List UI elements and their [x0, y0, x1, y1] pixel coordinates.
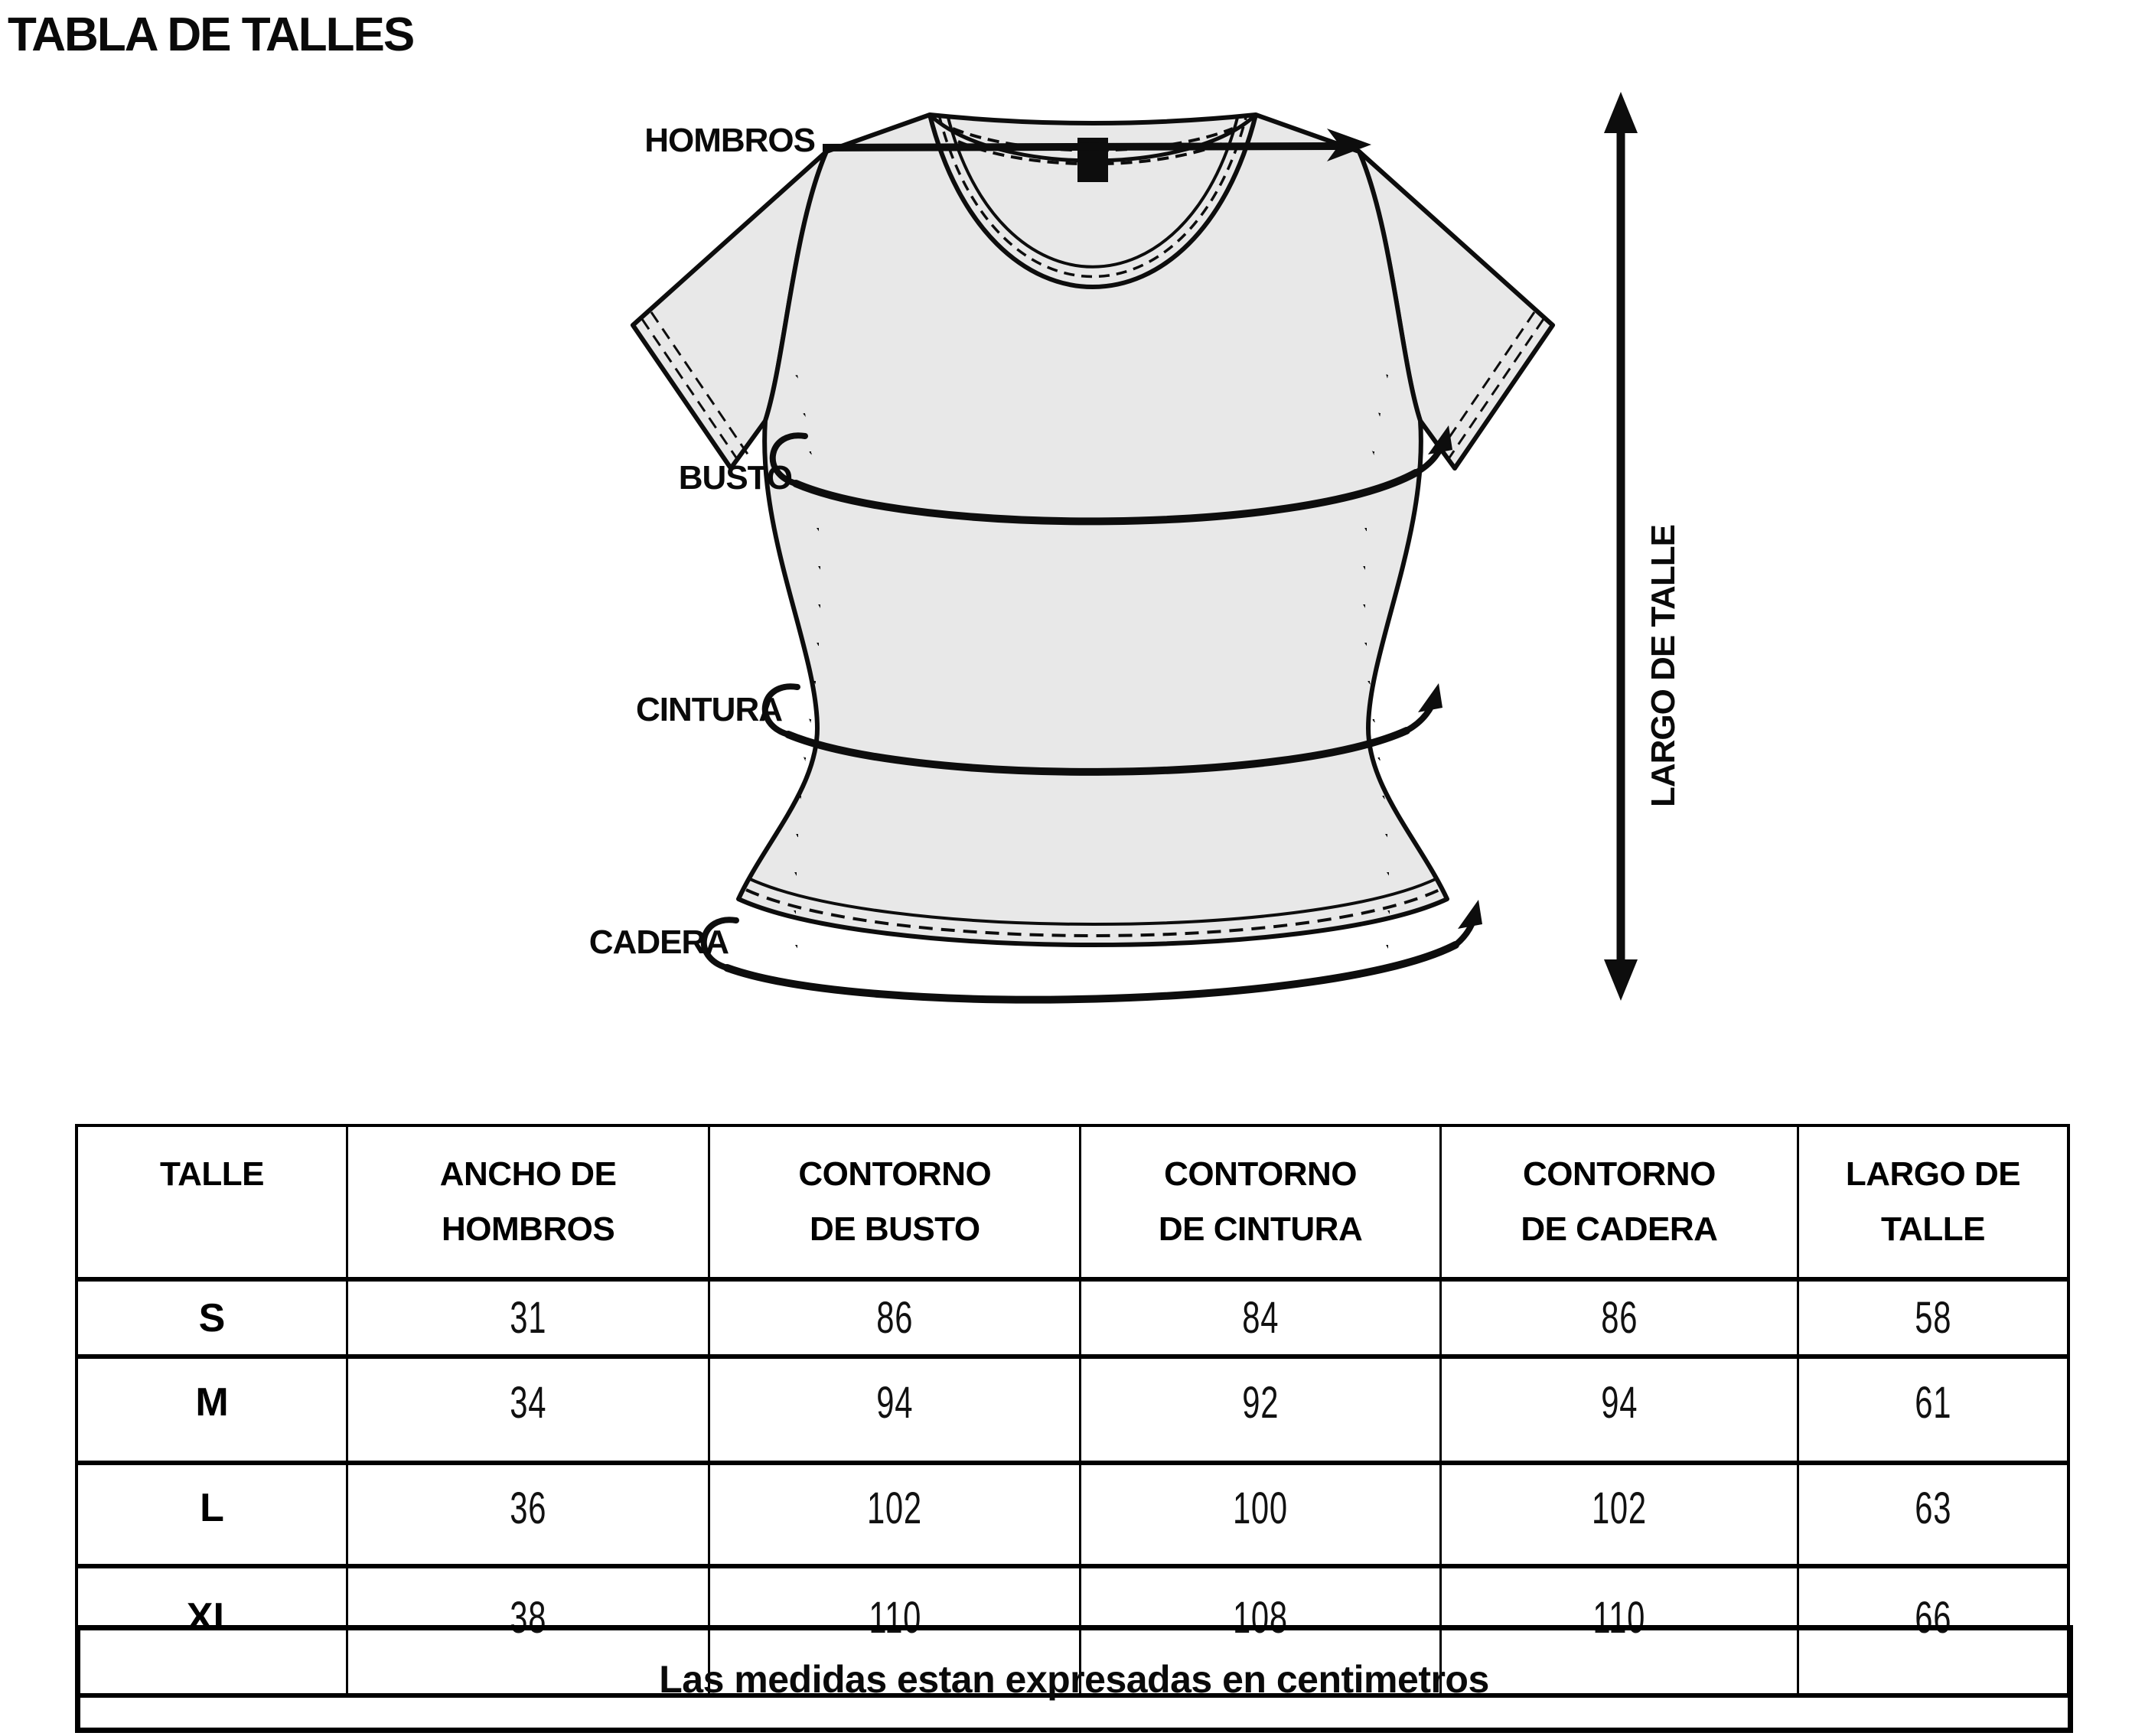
table-cell: 38 [347, 1566, 709, 1695]
table-cell: 66 [1798, 1566, 2068, 1695]
table-row-l [77, 1463, 2068, 1566]
table-cell: 34 [347, 1357, 709, 1463]
table-cell: 31 [347, 1279, 709, 1357]
table-cell: 108 [1081, 1566, 1440, 1695]
table-cell: 58 [1798, 1279, 2068, 1357]
size-table [75, 1124, 2070, 1698]
table-cell: 84 [1081, 1279, 1440, 1357]
col-header-waist: CONTORNO DE CINTURA [1081, 1125, 1440, 1279]
table-cell: 110 [709, 1566, 1081, 1695]
label-bust: BUSTO [678, 459, 792, 497]
size-cell: L [77, 1463, 347, 1566]
table-row-m [77, 1357, 2068, 1463]
table-cell: 86 [709, 1279, 1081, 1357]
table-cell: 61 [1798, 1357, 2068, 1463]
measurements-note-box [75, 1625, 2073, 1733]
table-header-row [77, 1125, 2068, 1279]
size-cell: XL [77, 1566, 347, 1695]
label-waist: CINTURA [636, 691, 782, 728]
tshirt-flat-illustration [589, 65, 1676, 1010]
table-cell: 63 [1798, 1463, 2068, 1566]
label-length: LARGO DE TALLE [1645, 525, 1682, 807]
label-shoulders: HOMBROS [644, 122, 815, 159]
shirt-body-shape [738, 115, 1447, 945]
table-cell: 102 [709, 1463, 1081, 1566]
page-title: TABLA DE TALLES [8, 8, 414, 61]
label-hip: CADERA [588, 923, 729, 961]
table-cell: 92 [1081, 1357, 1440, 1463]
col-header-shoulder-width: ANCHO DE HOMBROS [347, 1125, 709, 1279]
table-cell: 36 [347, 1463, 709, 1566]
col-header-hip: CONTORNO DE CADERA [1440, 1125, 1798, 1279]
size-cell: M [77, 1357, 347, 1463]
table-cell: 102 [1440, 1463, 1798, 1566]
col-header-bust: CONTORNO DE BUSTO [709, 1125, 1081, 1279]
table-cell: 110 [1440, 1566, 1798, 1695]
table-cell: 86 [1440, 1279, 1798, 1357]
table-cell: 100 [1081, 1463, 1440, 1566]
length-arrow [1604, 92, 1638, 1001]
col-header-length: LARGO DE TALLE [1798, 1125, 2068, 1279]
table-cell: 94 [709, 1357, 1081, 1463]
size-cell: S [77, 1279, 347, 1357]
table-row-s [77, 1279, 2068, 1357]
measurements-note-text: Las medidas estan expresadas en centimetros [659, 1657, 1489, 1701]
table-cell: 94 [1440, 1357, 1798, 1463]
col-header-size: TALLE [77, 1125, 347, 1279]
